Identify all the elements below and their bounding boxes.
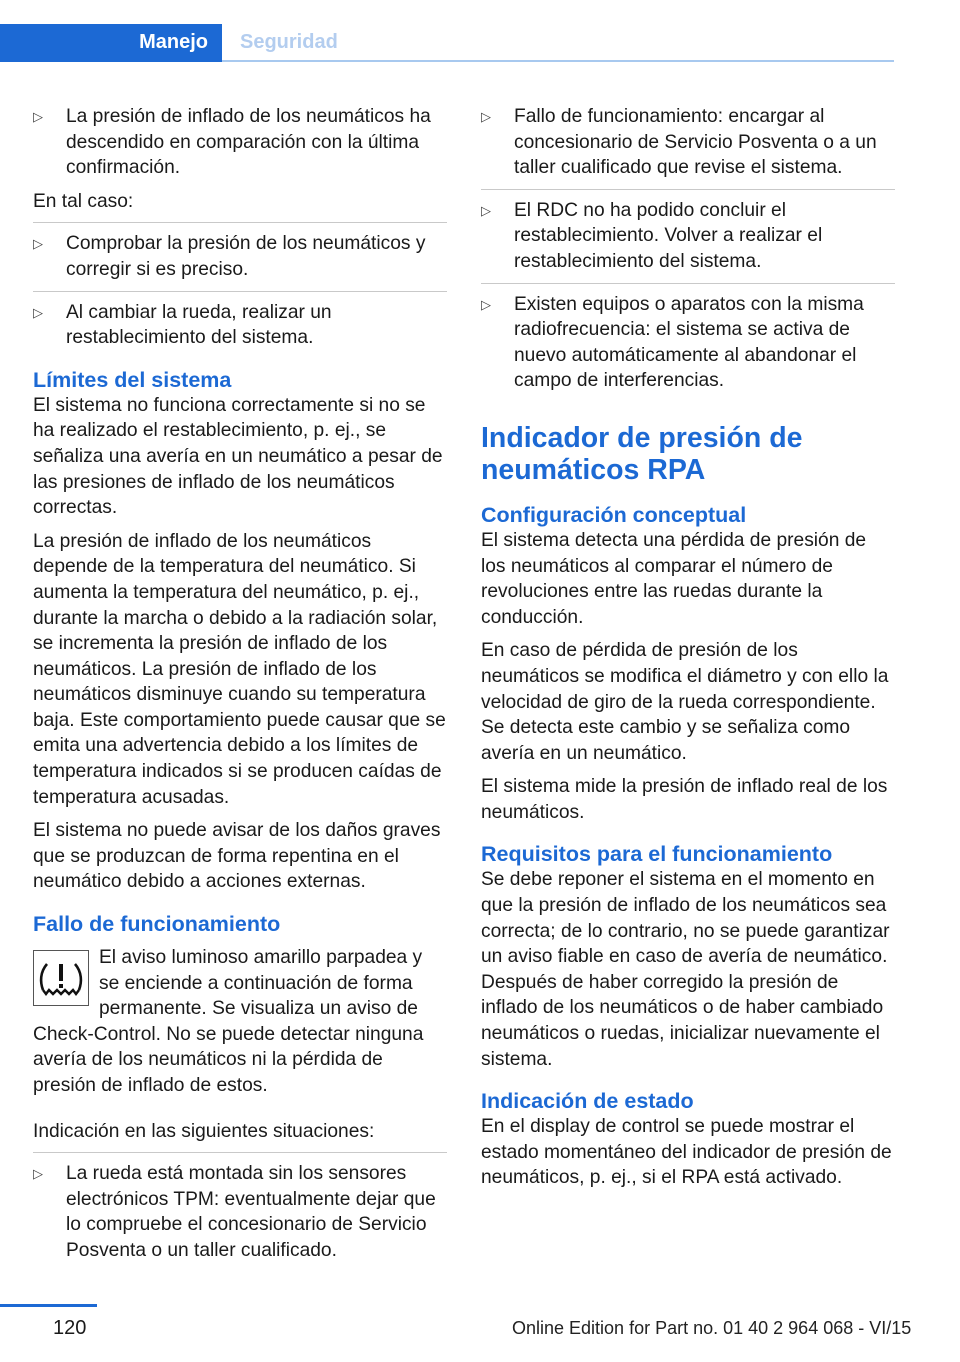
list-item-text: Fallo de funcionamiento: encargar al concesionario de Servicio Posventa o a un taller cualificado que revise el sistema. xyxy=(514,106,877,179)
bullet-marker-icon: ▷ xyxy=(33,236,43,252)
divider xyxy=(33,222,447,223)
list-item xyxy=(481,292,895,394)
bullet-marker-icon: ▷ xyxy=(33,1166,43,1182)
list-item xyxy=(33,104,447,181)
divider xyxy=(33,291,447,292)
list-item-text: Existen equipos o aparatos con la misma radiofrecuencia: el sistema se activa de nuevo automáticamente al abandonar el campo de interferencias. xyxy=(514,293,864,392)
tab-seguridad[interactable] xyxy=(222,24,894,62)
paragraph: Se debe reponer el sistema en el momento en que la presión de inflado de los neumáticos sea correcta; de lo contrario, no se puede garantizar un aviso fiable en caso de avería de neumático. Después de haber corregido la presión de inflado de los neumáticos o de haber cambiado neumáticos o ruedas, inicializar nuevamente el sistema. xyxy=(481,869,890,1070)
list-item-text: La presión de inflado de los neumáticos ha descendido en comparación con la última confirmación. xyxy=(66,106,431,179)
list-item xyxy=(481,198,895,275)
left-column xyxy=(33,104,447,1272)
divider xyxy=(481,189,895,190)
section-heading-limites: Límites del sistema xyxy=(33,367,232,392)
bullet-marker-icon: ▷ xyxy=(33,109,43,124)
list-item xyxy=(481,104,895,181)
bullet-marker-icon: ▷ xyxy=(481,109,491,124)
section-heading-estado: Indicación de estado xyxy=(481,1089,694,1114)
page-number: 120 xyxy=(53,1317,87,1339)
chapter-heading: Indicador de presión de neumáticos RPA xyxy=(481,421,803,486)
footer-accent-line xyxy=(0,1304,97,1307)
bullet-marker-icon: ▷ xyxy=(33,304,43,320)
paragraph: El aviso luminoso amarillo parpadea y se enciende a continuación de forma permanente. Se visualiza un aviso de Check-Control. No se puede detectar ninguna avería de los neumáticos ni la pérdida de presión de inflado de estos. xyxy=(33,947,424,1096)
paragraph: La presión de inflado de los neumáticos depende de la temperatura del neumático. Si aumenta la temperatura del neumático, p. ej., durante la marcha o debido a la radiación solar, se incrementa la presión de inflado de los neumáticos. La presión de inflado de los neumáticos disminuye cuando su temperatura baja. Este comportamiento puede causar que se emita una advertencia debido a los límites de temperatura indicados si se producen caídas de temperatura acusadas. xyxy=(33,530,446,808)
paragraph: El sistema detecta una pérdida de presión de los neumáticos al comparar el número de revoluciones entre las ruedas durante la conducción. xyxy=(481,529,867,628)
list-item-text: La rueda está montada sin los sensores electrónicos TPM: eventualmente dejar que lo compruebe el concesionario de Servicio Posventa o un taller cualificado. xyxy=(66,1163,436,1261)
section-heading-requisitos: Requisitos para el funcionamiento xyxy=(481,842,833,867)
list-item xyxy=(33,300,447,351)
paragraph: En el display de control se puede mostrar el estado momentáneo del indicador de presión de neumáticos, p. ej., si el RPA está activado. xyxy=(481,1116,892,1189)
bullet-marker-icon: ▷ xyxy=(481,202,491,218)
divider xyxy=(481,283,895,284)
tire-pressure-warning-icon xyxy=(33,950,89,1006)
paragraph: El sistema no funciona correctamente si no se ha realizado el restablecimiento, p. ej., se señaliza una avería en un neumático a pesar de las presiones de inflado de los neumáticos correctas. xyxy=(33,394,443,519)
list-item xyxy=(33,1161,447,1263)
tab-manejo-label: Manejo xyxy=(139,31,208,53)
section-heading-fallo: Fallo de funcionamiento xyxy=(33,912,281,937)
paragraph: El sistema mide la presión de inflado real de los neumáticos. xyxy=(481,776,888,823)
list-item-text: Comprobar la presión de los neumáticos y corregir si es preciso. xyxy=(66,233,426,280)
list-item-text: El RDC no ha podido concluir el restablecimiento. Volver a realizar el restablecimiento del sistema. xyxy=(514,199,823,272)
list-item-text: Al cambiar la rueda, realizar un restablecimiento del sistema. xyxy=(66,301,332,349)
paragraph: En tal caso: xyxy=(33,190,134,212)
header-bar xyxy=(0,0,960,62)
tab-seguridad-label: Seguridad xyxy=(240,31,338,53)
tab-manejo[interactable] xyxy=(0,24,222,62)
paragraph: En caso de pérdida de presión de los neumáticos se modifica el diámetro y con ello la velocidad de giro de la rueda correspondiente. Se detecta este cambio y se señaliza como avería en un neumático. xyxy=(481,640,889,764)
divider xyxy=(33,1152,447,1153)
section-heading-config: Configuración conceptual xyxy=(481,502,747,527)
footer-edition: Online Edition for Part no. 01 40 2 964 068 - VI/15 xyxy=(512,1318,912,1338)
list-item xyxy=(33,231,447,282)
warning-block xyxy=(33,945,447,1099)
paragraph: Indicación en las siguientes situaciones: xyxy=(33,1120,375,1142)
right-column xyxy=(481,104,895,1199)
bullet-marker-icon: ▷ xyxy=(481,296,491,312)
paragraph: El sistema no puede avisar de los daños graves que se produzcan de forma repentina en el neumático debido a acciones externas. xyxy=(33,820,441,893)
